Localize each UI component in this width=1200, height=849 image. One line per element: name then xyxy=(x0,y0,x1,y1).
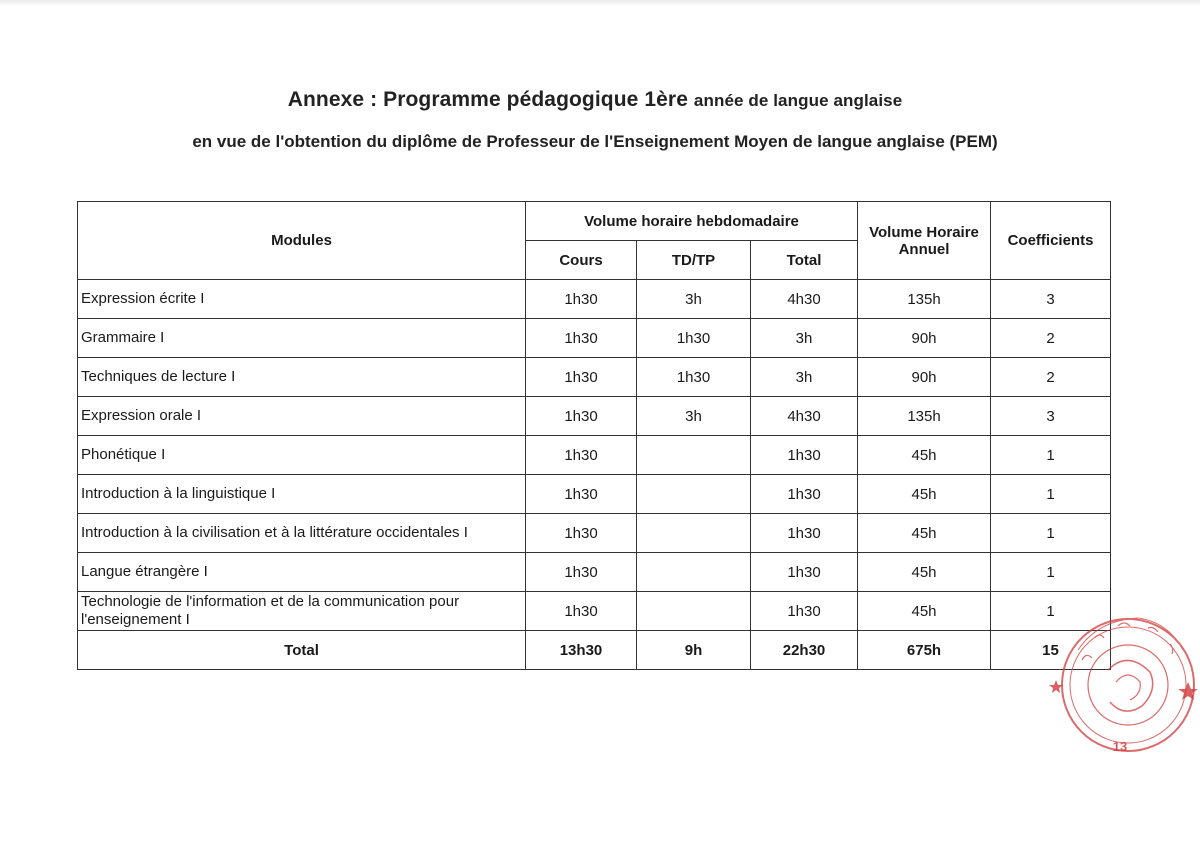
document-subtitle: en vue de l'obtention du diplôme de Professeur de l'Enseignement Moyen de langue anglaise (PEM) xyxy=(192,132,998,151)
total-cours: 13h30 xyxy=(526,631,637,670)
tdtp-cell xyxy=(637,592,751,631)
tdtp-cell xyxy=(637,553,751,592)
total-cell: 1h30 xyxy=(751,592,858,631)
header-modules: Modules xyxy=(78,202,526,280)
module-cell: Technologie de l'information et de la communication pour l'enseignement I xyxy=(78,592,526,631)
header-total: Total xyxy=(751,241,858,280)
coef-cell: 1 xyxy=(991,553,1111,592)
program-table xyxy=(77,201,1111,670)
tdtp-cell xyxy=(637,475,751,514)
annual-cell: 45h xyxy=(858,592,991,631)
annual-cell: 135h xyxy=(858,280,991,319)
document-title xyxy=(0,88,1190,112)
tdtp-cell: 1h30 xyxy=(637,319,751,358)
total-cell: 4h30 xyxy=(751,397,858,436)
page-top-edge xyxy=(0,0,1200,6)
coef-cell: 1 xyxy=(991,514,1111,553)
title-rest: année de langue anglaise xyxy=(693,91,903,110)
annual-cell: 45h xyxy=(858,553,991,592)
module-cell: Phonétique I xyxy=(78,436,526,475)
cours-cell: 1h30 xyxy=(526,358,637,397)
total-total: 22h30 xyxy=(751,631,858,670)
table-row xyxy=(78,397,1111,436)
cours-cell: 1h30 xyxy=(526,319,637,358)
total-cell: 1h30 xyxy=(751,514,858,553)
cours-cell: 1h30 xyxy=(526,280,637,319)
module-cell: Introduction à la civilisation et à la littérature occidentales I xyxy=(78,514,526,553)
coef-cell: 1 xyxy=(991,436,1111,475)
module-cell: Introduction à la linguistique I xyxy=(78,475,526,514)
total-cell: 1h30 xyxy=(751,475,858,514)
annual-cell: 90h xyxy=(858,358,991,397)
table-row xyxy=(78,358,1111,397)
tdtp-cell xyxy=(637,514,751,553)
tdtp-cell xyxy=(637,436,751,475)
table-row xyxy=(78,319,1111,358)
stamp-number: 13 xyxy=(1112,739,1128,754)
total-cell: 4h30 xyxy=(751,280,858,319)
total-cell: 3h xyxy=(751,358,858,397)
official-stamp-icon xyxy=(1038,590,1198,760)
module-cell: Techniques de lecture I xyxy=(78,358,526,397)
total-cell: 1h30 xyxy=(751,436,858,475)
annual-cell: 45h xyxy=(858,514,991,553)
cours-cell: 1h30 xyxy=(526,553,637,592)
annual-cell: 45h xyxy=(858,436,991,475)
table-body xyxy=(78,280,1111,631)
coef-cell: 3 xyxy=(991,397,1111,436)
module-cell: Langue étrangère I xyxy=(78,553,526,592)
title-main: Annexe : Programme pédagogique 1ère xyxy=(287,88,688,111)
header-tdtp: TD/TP xyxy=(637,241,751,280)
total-cell: 1h30 xyxy=(751,553,858,592)
cours-cell: 1h30 xyxy=(526,397,637,436)
annual-cell: 45h xyxy=(858,475,991,514)
header-coefficients: Coefficients xyxy=(991,202,1111,280)
table-row xyxy=(78,553,1111,592)
module-cell: Grammaire I xyxy=(78,319,526,358)
table-row xyxy=(78,475,1111,514)
tdtp-cell: 3h xyxy=(637,280,751,319)
annual-cell: 135h xyxy=(858,397,991,436)
tdtp-cell: 1h30 xyxy=(637,358,751,397)
table-row xyxy=(78,436,1111,475)
coef-cell: 2 xyxy=(991,319,1111,358)
total-coef: 15 xyxy=(991,631,1111,670)
cours-cell: 1h30 xyxy=(526,475,637,514)
annual-cell: 90h xyxy=(858,319,991,358)
total-label: Total xyxy=(78,631,526,670)
total-annual: 675h xyxy=(858,631,991,670)
module-cell: Expression orale I xyxy=(78,397,526,436)
header-weekly-volume: Volume horaire hebdomadaire xyxy=(526,202,858,241)
total-tdtp: 9h xyxy=(637,631,751,670)
cours-cell: 1h30 xyxy=(526,514,637,553)
coef-cell: 1 xyxy=(991,592,1111,631)
header-cours: Cours xyxy=(526,241,637,280)
tdtp-cell: 3h xyxy=(637,397,751,436)
header-annual-volume: Volume Horaire Annuel xyxy=(858,202,991,280)
coef-cell: 1 xyxy=(991,475,1111,514)
coef-cell: 3 xyxy=(991,280,1111,319)
cours-cell: 1h30 xyxy=(526,436,637,475)
module-cell: Expression écrite I xyxy=(78,280,526,319)
total-row xyxy=(78,631,1111,670)
table-row xyxy=(78,280,1111,319)
cours-cell: 1h30 xyxy=(526,592,637,631)
table-row xyxy=(78,514,1111,553)
table-row xyxy=(78,592,1111,631)
total-cell: 3h xyxy=(751,319,858,358)
coef-cell: 2 xyxy=(991,358,1111,397)
